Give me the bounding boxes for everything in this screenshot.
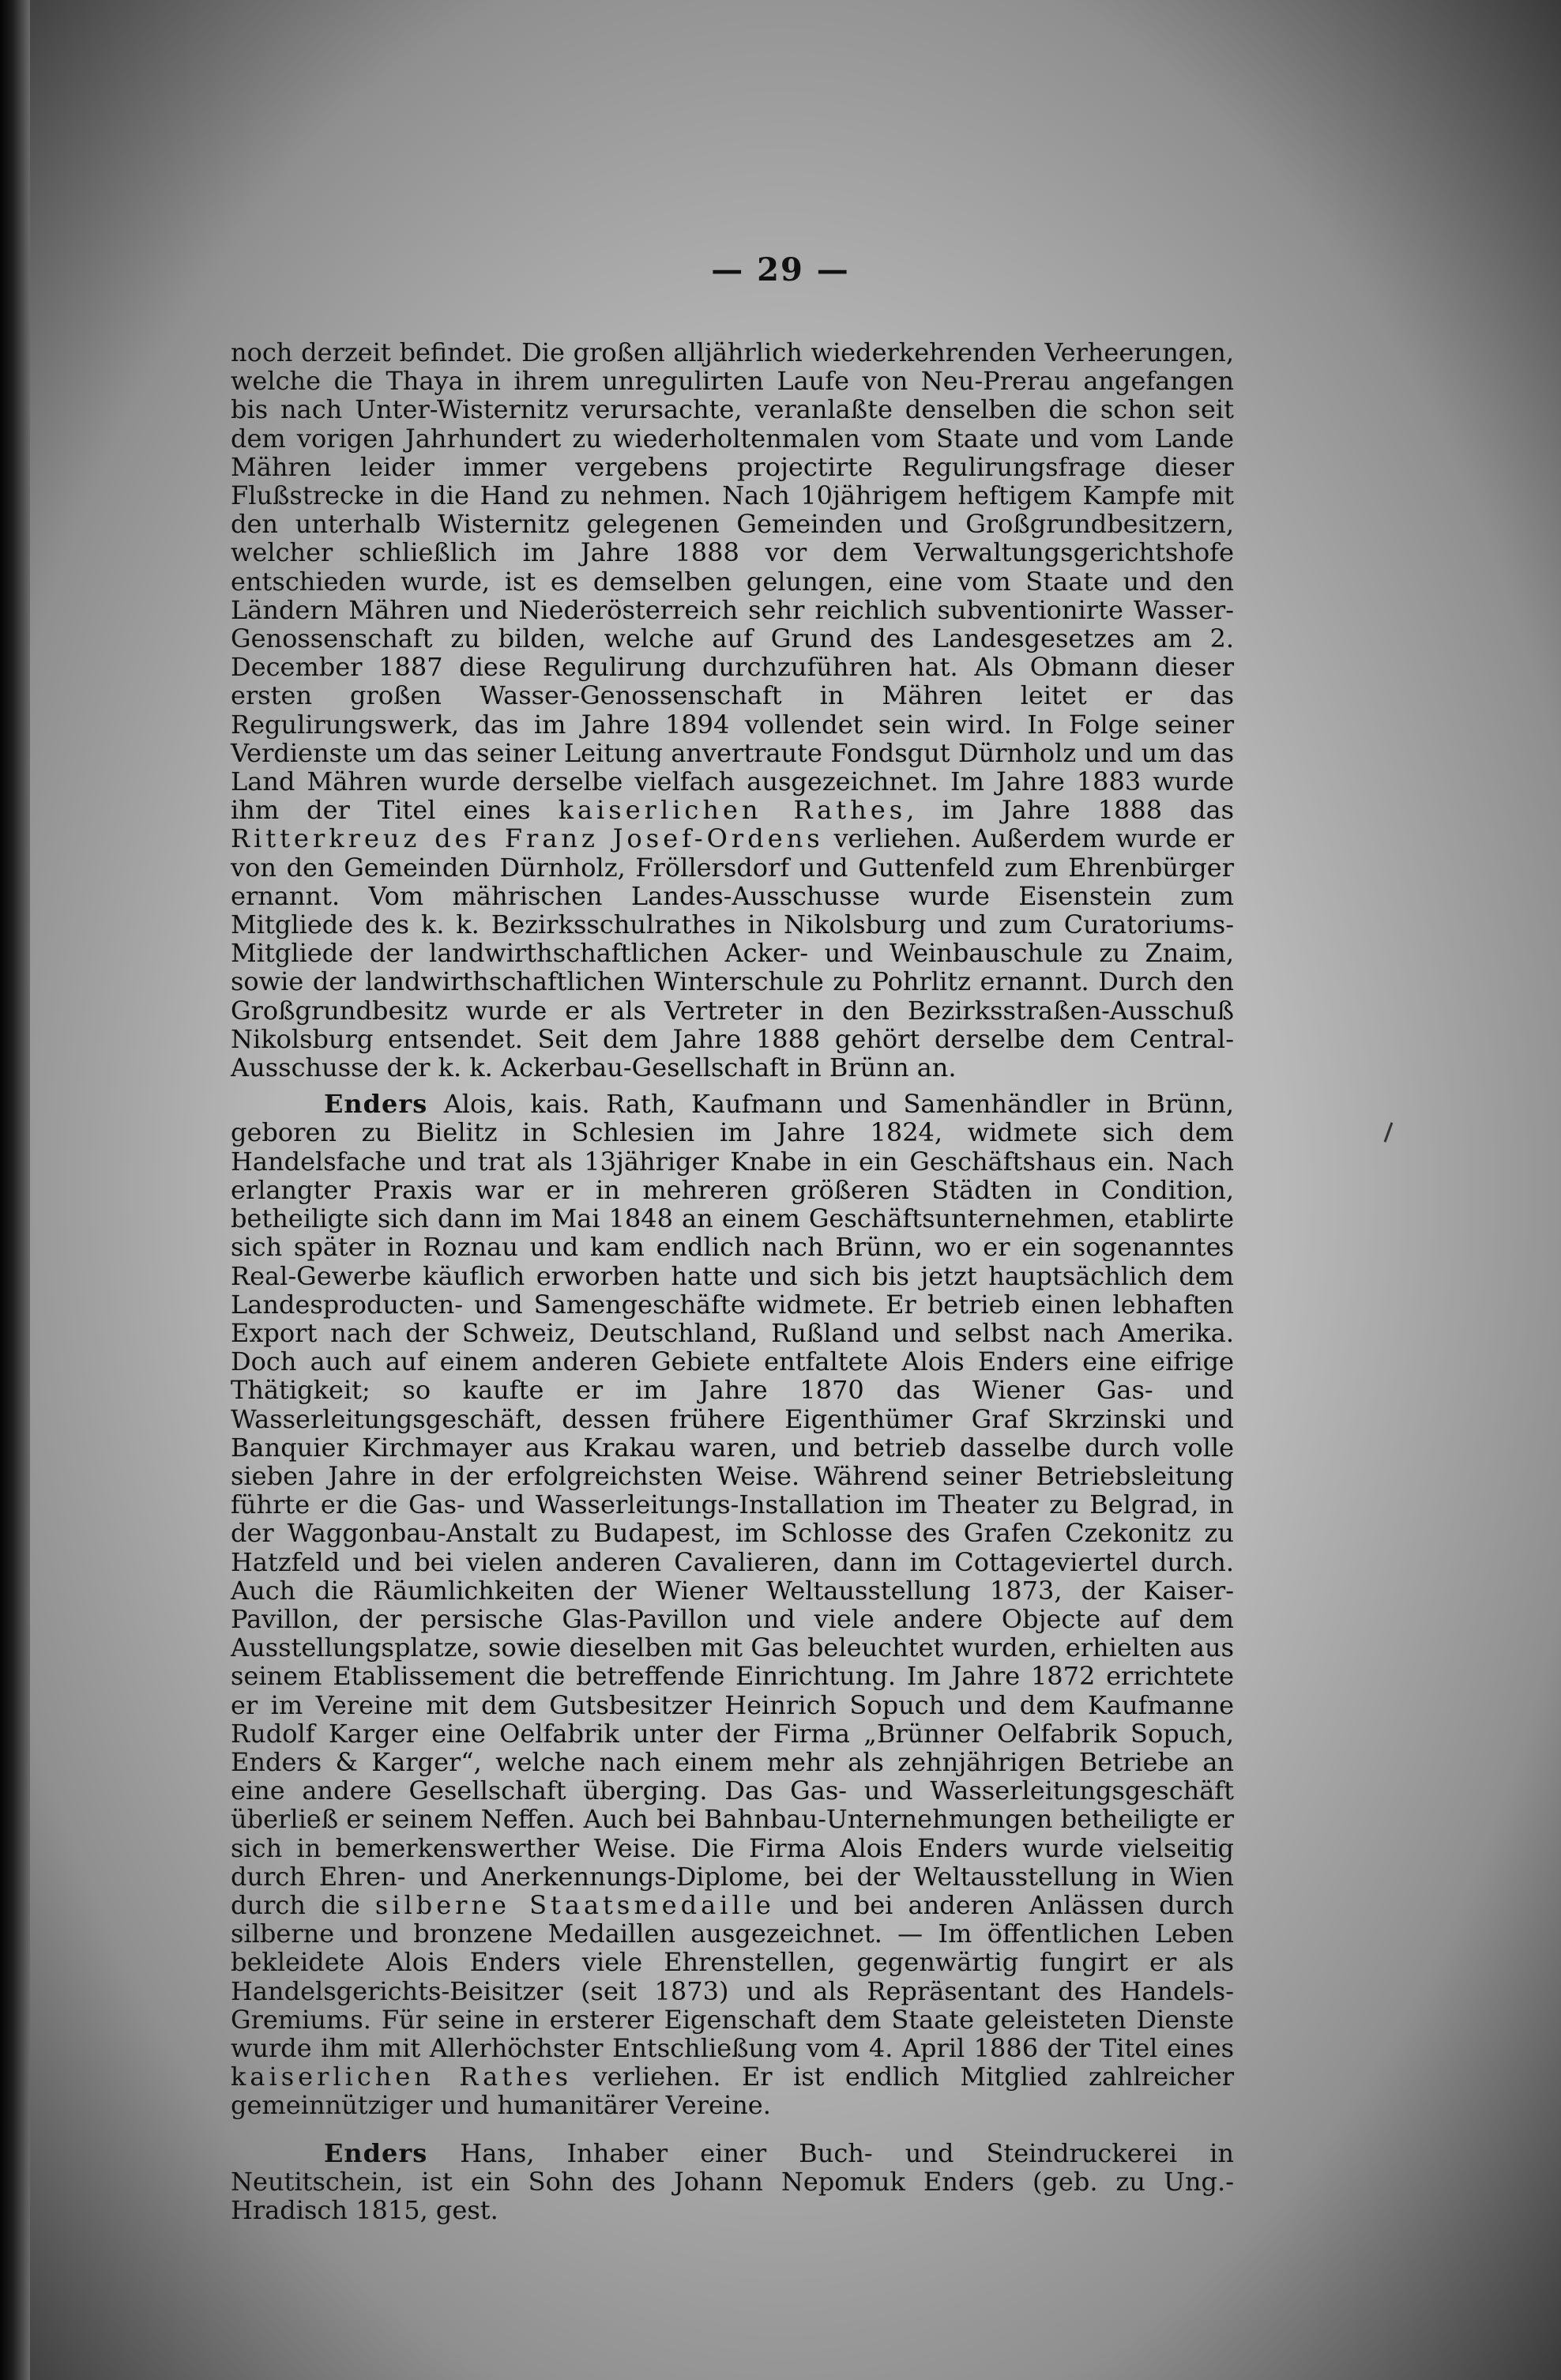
page-number: — 29 — xyxy=(711,251,850,288)
entry-enders-hans xyxy=(231,2139,1234,2225)
entry-text: verliehen. Er ist endlich Mitglied zahlreicher gemeinnütziger und humanitärer Vereine. xyxy=(231,2062,1235,2121)
honorific-title: kaiserlichen Rathes xyxy=(231,2062,573,2092)
paragraph-text: , im Jahre 1888 das xyxy=(906,795,1235,826)
entry-enders-alois xyxy=(231,1090,1234,2119)
entry-name: Enders xyxy=(324,1089,428,1120)
honorific-title: kaiserlichen Rathes xyxy=(558,795,907,826)
honorific-title: Ritterkreuz des Franz Josef-Ordens xyxy=(231,823,824,854)
honorific-title: silberne Staatsmedaille xyxy=(374,1889,775,1920)
margin-pencil-mark xyxy=(1384,1122,1394,1142)
paragraph-continuation xyxy=(231,338,1234,1082)
entry-name: Enders xyxy=(324,2137,428,2168)
entry-text: Alois, kais. Rath, Kaufmann und Samenhändler in Brünn, geboren zu Bielitz in Schlesien im Jahre 1824, widmete sich dem Handelsfache und trat als 13jähriger Knabe in ein Geschäftshaus ein. Nach erlangter Praxis war er in mehreren größeren Städten in Condition, betheiligte sich dann im Mai 1848 an einem Geschäftsunternehmen, etablirte sich später in Roznau und kam endlich nach Brünn, wo er ein sogenanntes Real-Gewerbe käuflich erworben hatte und sich bis jetzt hauptsächlich dem Landesproducten- und Samengeschäfte widmete. Er betrieb einen lebhaften Export nach der Schweiz, Deutschland, Rußland und selbst nach Amerika. Doch auch auf einem anderen Gebiete entfaltete Alois Enders eine eifrige Thätigkeit; so kaufte er im Jahre 1870 das Wiener Gas- und Wasserleitungsgeschäft, dessen frühere Eigenthümer Graf Skrzinski und Banquier Kirchmayer aus Krakau waren, und betrieb dasselbe durch volle sieben Jahre in der erfolgreichsten Weise. Während seiner Betriebsleitung führte er die Gas- und Wasserleitungs-Installation im Theater zu Belgrad, in der Waggonbau-Anstalt zu Budapest, im Schlosse des Grafen Czekonitz zu Hatzfeld und bei vielen anderen Cavalieren, dann im Cottageviertel durch. Auch die Räumlichkeiten der Wiener Weltausstellung 1873, der Kaiser-Pavillon, der persische Glas-Pavillon und viele andere Objecte auf dem Ausstellungsplatze, sowie dieselben mit Gas beleuchtet wurden, erhielten aus seinem Etablissement die betreffende Einrichtung. Im Jahre 1872 errichtete er im Vereine mit dem Gutsbesitzer Heinrich Sopuch und dem Kaufmanne Rudolf Karger eine Oelfabrik unter der Firma „Brünner Oelfabrik Sopuch, Enders & Karger“, welche nach einem mehr als zehnjährigen Betriebe an eine andere Gesellschaft überging. Das Gas- und Wasserleitungsgeschäft überließ er seinem Neffen. Auch bei Bahnbau-Unternehmungen betheiligte er sich in bemerkenswerther Weise. Die Firma Alois Enders wurde vielseitig durch Ehren- und Anerkennungs-Diplome, bei der Weltausstellung in Wien durch die xyxy=(231,1089,1234,1920)
entry-text: Hans, Inhaber einer Buch- und Steindruckerei in Neutitschein, ist ein Sohn des Johann Nepomuk Enders (geb. zu Ung.-Hradisch 1815, gest. xyxy=(231,2137,1235,2225)
body-text xyxy=(231,338,1234,2224)
paragraph-text: verliehen. Außerdem wurde er von den Gemeinden Dürnholz, Fröllersdorf und Guttenfeld zum Ehrenbürger ernannt. Vom mährischen Landes-Ausschusse wurde Eisenstein zum Mitgliede des k. k. Bezirksschulrathes in Nikolsburg und zum Curatoriums-Mitgliede der landwirthschaftlichen Acker- und Weinbauschule zu Znaim, sowie der landwirthschaftlichen Winterschule zu Pohrlitz ernannt. Durch den Großgrundbesitz wurde er als Vertreter in den Bezirksstraßen-Ausschuß Nikolsburg entsendet. Seit dem Jahre 1888 gehört derselbe dem Central-Ausschusse der k. k. Ackerbau-Gesellschaft in Brünn an. xyxy=(231,823,1234,1083)
entry-text: und bei anderen Anlässen durch silberne und bronzene Medaillen ausgezeichnet. — Im öffentlichen Leben bekleidete Alois Enders viele Ehrenstellen, gegenwärtig fungirt er als Handelsgerichts-Beisitzer (seit 1873) und als Repräsentant des Handels-Gremiums. Für seine in ersterer Eigenschaft dem Staate geleisteten Dienste wurde ihm mit Allerhöchster Entschließung vom 4. April 1886 der Titel eines xyxy=(231,1889,1235,2063)
page-binding-edge xyxy=(0,0,30,2380)
paragraph-text: noch derzeit befindet. Die großen alljährlich wiederkehrenden Verheerungen, welche die Thaya in ihrem unregulirten Laufe von Neu-Prerau angefangen bis nach Unter-Wisternitz verursachte, veranlaßte denselben die schon seit dem vorigen Jahrhundert zu wiederholtenmalen vom Staate und vom Lande Mähren leider immer vergebens projectirte Regulirungsfrage dieser Flußstrecke in die Hand zu nehmen. Nach 10jährigem heftigem Kampfe mit den unterhalb Wisternitz gelegenen Gemeinden und Großgrundbesitzern, welcher schließlich im Jahre 1888 vor dem Verwaltungsgerichtshofe entschieden wurde, ist es demselben gelungen, eine vom Staate und den Ländern Mähren und Niederösterreich sehr reichlich subventionirte Wasser-Genossenschaft zu bilden, welche auf Grund des Landesgesetzes am 2. December 1887 diese Regulirung durchzuführen hat. Als Obmann dieser ersten großen Wasser-Genossenschaft in Mähren leitet er das Regulirungswerk, das im Jahre 1894 vollendet sein wird. In Folge seiner Verdienste um das seiner Leitung anvertraute Fondsgut Dürnholz und um das Land Mähren wurde derselbe vielfach ausgezeichnet. Im Jahre 1883 wurde ihm der Titel eines xyxy=(231,337,1234,826)
